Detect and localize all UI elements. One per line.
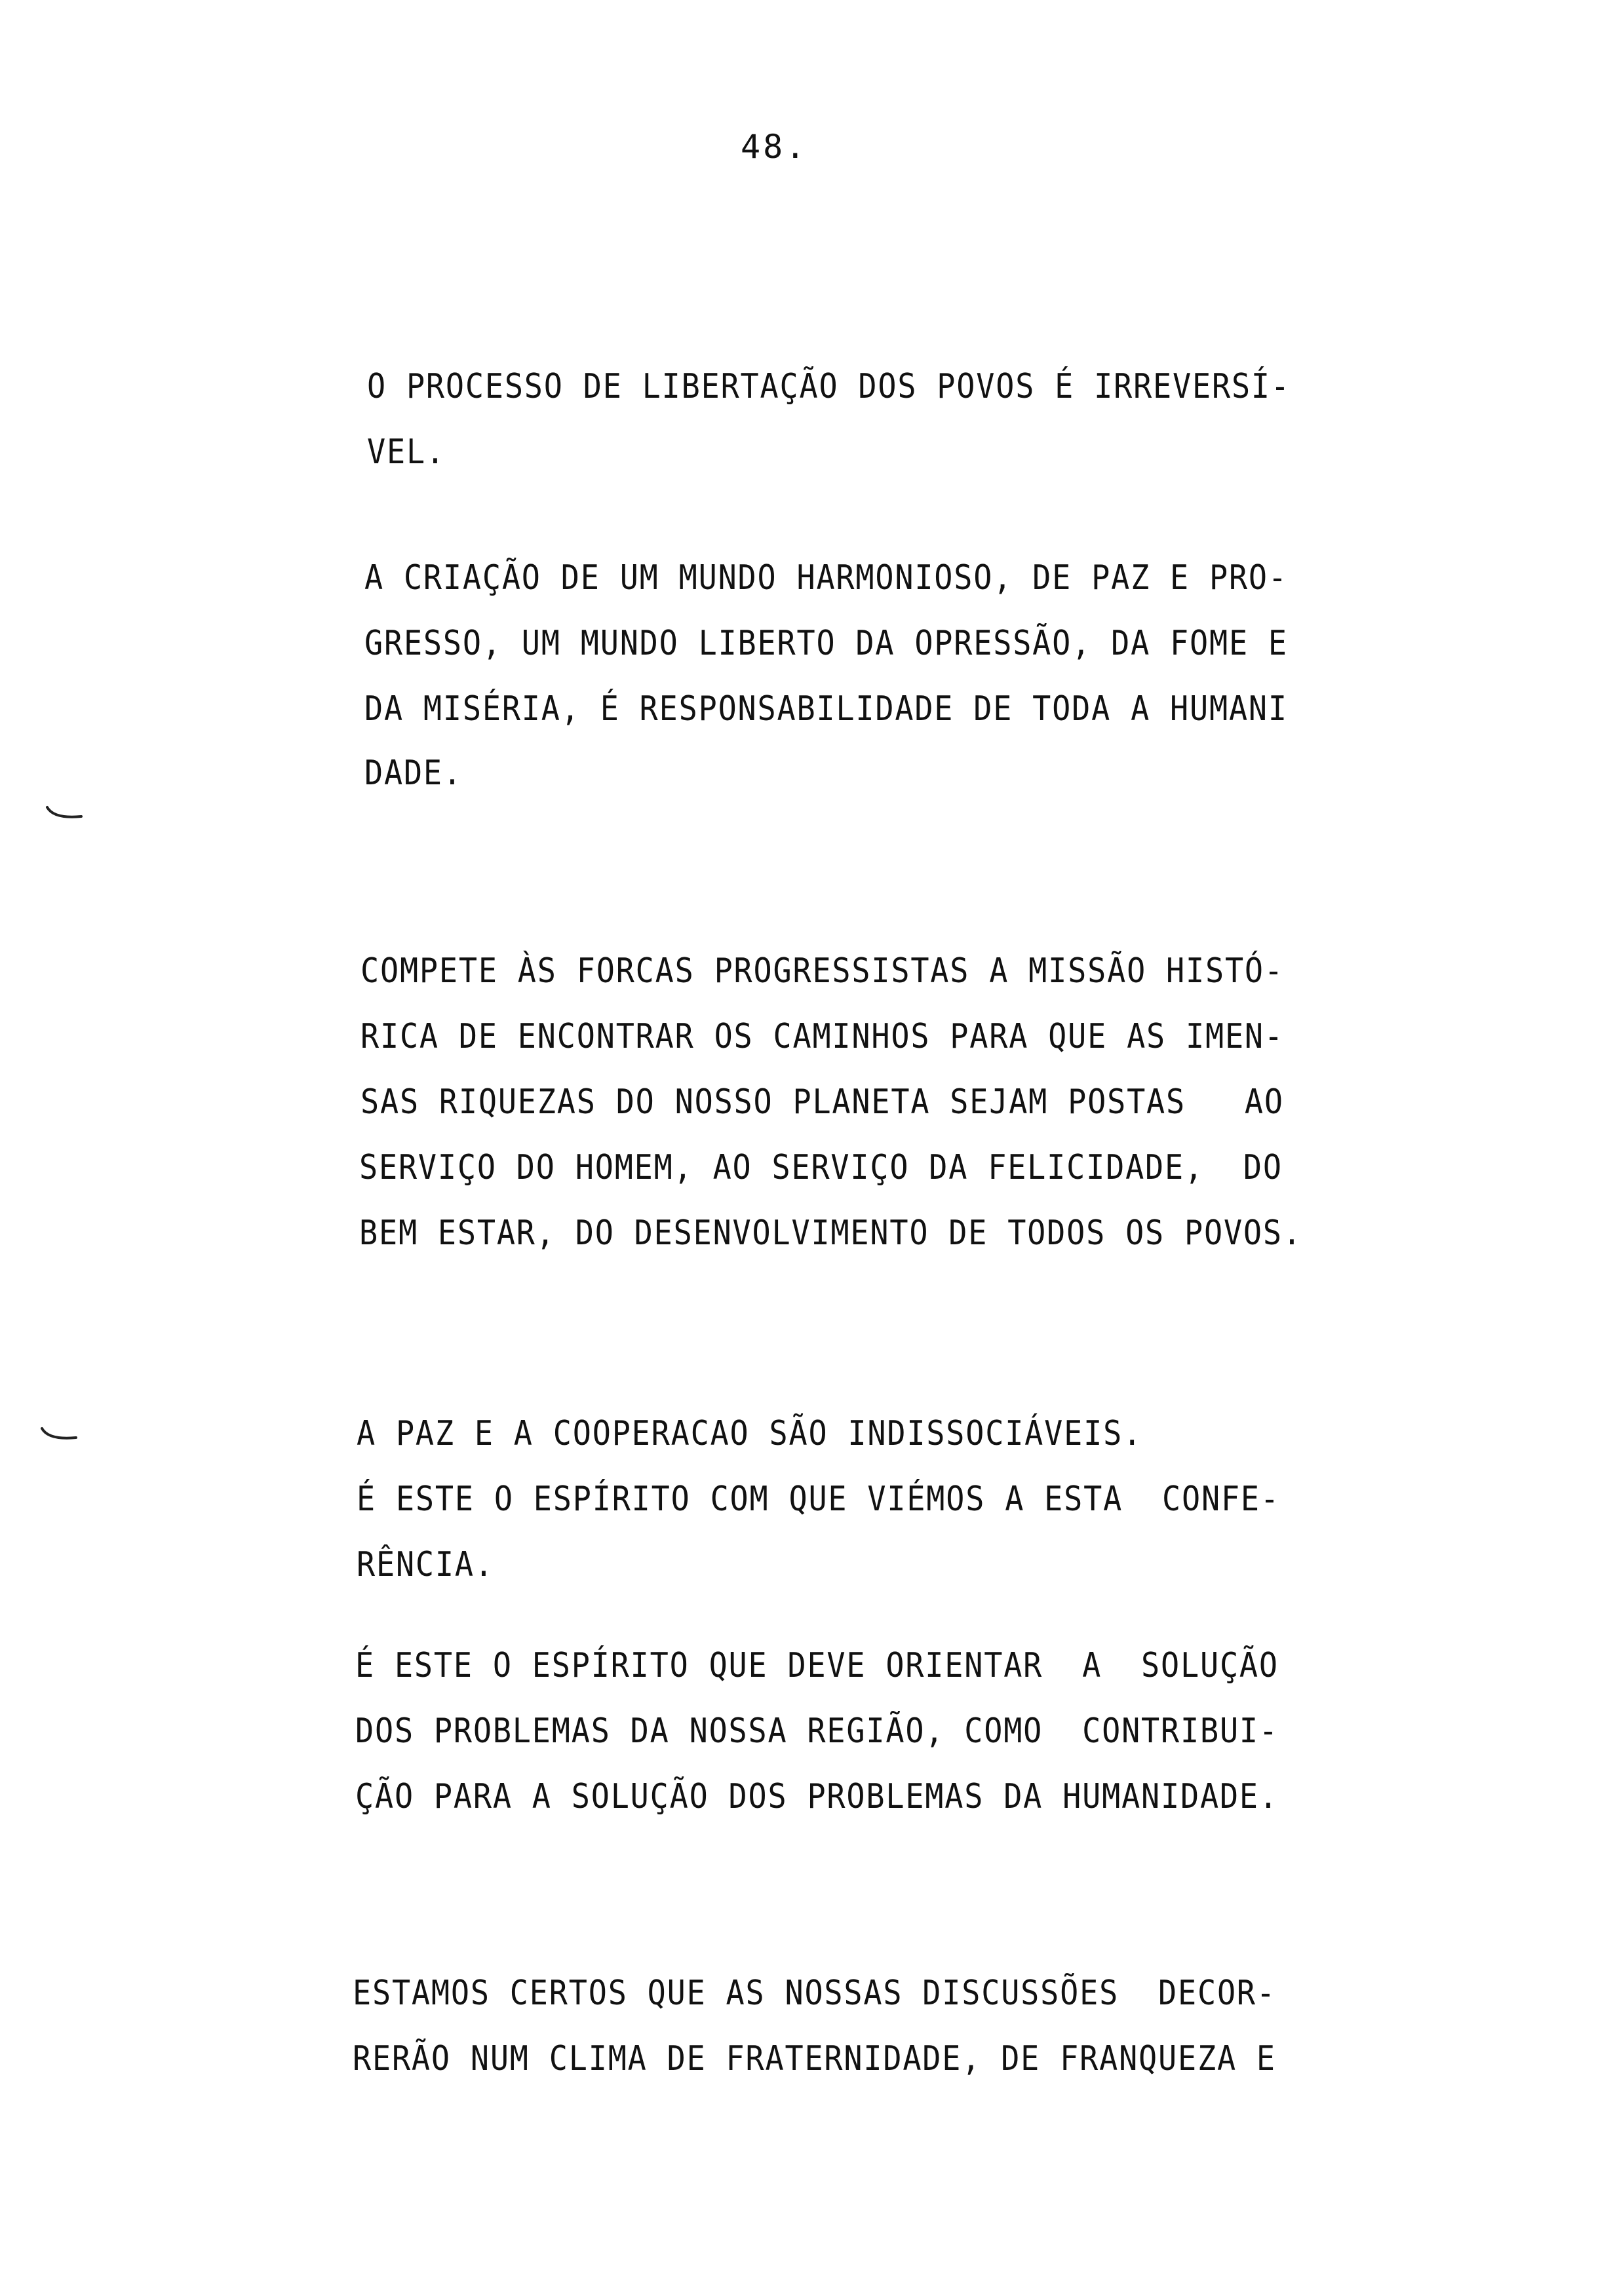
margin-tick-mark [45,805,84,824]
text-line: DA MISÉRIA, É RESPONSABILIDADE DE TODA A HUMANI [364,689,1288,729]
text-line: RICA DE ENCONTRAR OS CAMINHOS PARA QUE AS IMEN- [360,1017,1284,1056]
text-line: SERVIÇO DO HOMEM, AO SERVIÇO DA FELICIDADE, DO [359,1148,1283,1187]
text-line: VEL. [367,432,446,472]
text-line: É ESTE O ESPÍRITO QUE DEVE ORIENTAR A SOLUÇÃO [355,1646,1279,1685]
text-line: RÊNCIA. [357,1545,494,1584]
text-line: DOS PROBLEMAS DA NOSSA REGIÃO, COMO CONTRIBUI- [355,1712,1279,1751]
text-line: GRESSO, UM MUNDO LIBERTO DA OPRESSÃO, DA FOME E [364,624,1288,663]
text-line: RERÃO NUM CLIMA DE FRATERNIDADE, DE FRANQUEZA E [353,2039,1276,2078]
text-line: SAS RIQUEZAS DO NOSSO PLANETA SEJAM POSTAS AO [360,1082,1284,1122]
page-number: 48. [741,128,808,166]
text-line: A CRIAÇÃO DE UM MUNDO HARMONIOSO, DE PAZ E PRO- [364,558,1288,598]
text-line: A PAZ E A COOPERACAO SÃO INDISSOCIÁVEIS. [357,1414,1143,1453]
text-line: ESTAMOS CERTOS QUE AS NOSSAS DISCUSSÕES DECOR- [353,1974,1276,2013]
text-line: DADE. [364,754,463,793]
text-line: O PROCESSO DE LIBERTAÇÃO DOS POVOS É IRREVERSÍ- [367,367,1291,406]
text-line: ÇÃO PARA A SOLUÇÃO DOS PROBLEMAS DA HUMANIDADE. [355,1777,1279,1816]
margin-tick-mark [39,1426,79,1445]
text-line: É ESTE O ESPÍRITO COM QUE VIÉMOS A ESTA CONFE- [357,1480,1280,1519]
text-line: COMPETE ÀS FORCAS PROGRESSISTAS A MISSÃO HISTÓ- [360,951,1284,991]
text-line: BEM ESTAR, DO DESENVOLVIMENTO DE TODOS OS POVOS. [359,1214,1302,1253]
